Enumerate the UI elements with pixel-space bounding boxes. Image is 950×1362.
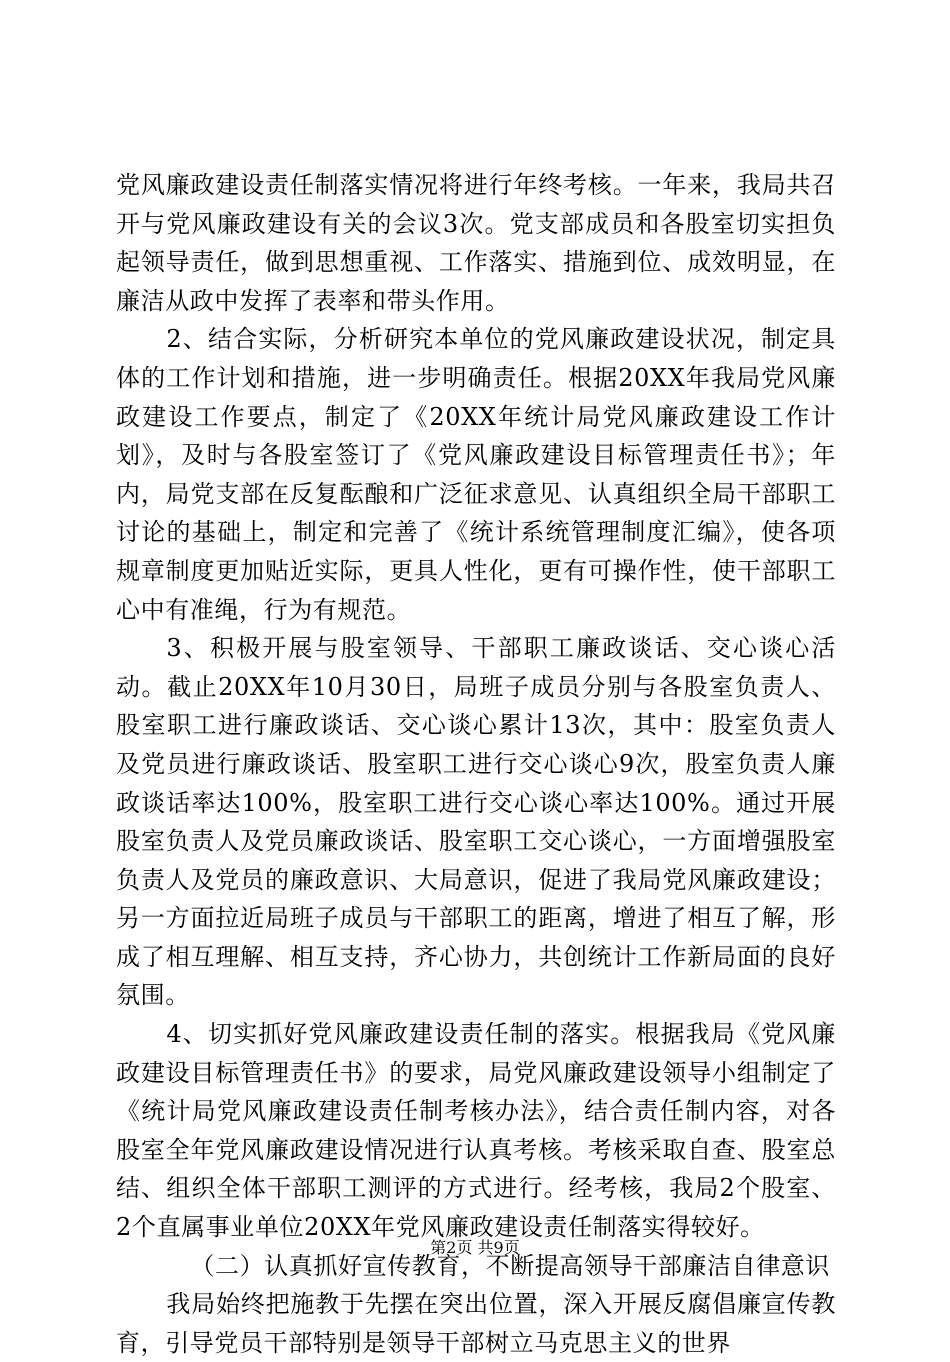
paragraph-item-3: 3、积极开展与股室领导、干部职工廉政谈话、交心谈心活动。截止20XX年10月30日，局班子成员分别与各股室负责人、股室职工进行廉政谈话、交心谈心累计13次，其中：股室负责人及党员进行廉政谈话、股室职工进行交心谈心9次，股室负责人廉政谈话率达100%，股室职工进行交心谈心率达100%。通过开展股室负责人及党员廉政谈话、股室职工交心谈心，一方面增强股室负责人及党员的廉政意识、大局意识，促进了我局党风廉政建设；另一方面拉近局班子成员与干部职工的距离，增进了相互了解，形成了相互理解、相互支持，齐心协力，共创统计工作新局面的良好氛围。 [116, 634, 836, 1010]
document-body [116, 166, 836, 1362]
paragraph-item-2: 2、结合实际，分析研究本单位的党风廉政建设状况，制定具体的工作计划和措施，进一步明确责任。根据20XX年我局党风廉政建设工作要点，制定了《20XX年统计局党风廉政建设工作计划》，及时与各股室签订了《党风廉政建设目标管理责任书》；年内，局党支部在反复酝酿和广泛征求意见、认真组织全局干部职工讨论的基础上，制定和完善了《统计系统管理制度汇编》，使各项规章制度更加贴近实际，更具人性化，更有可操作性，使干部职工心中有准绳，行为有规范。 [116, 325, 836, 624]
paragraph-section-intro: 我局始终把施教于先摆在突出位置，深入开展反腐倡廉宣传教育，引导党员干部特别是领导干部树立马克思主义的世界 [116, 1290, 836, 1357]
paragraph-continuation: 党风廉政建设责任制落实情况将进行年终考核。一年来，我局共召开与党风廉政建设有关的会议3次。党支部成员和各股室切实担负起领导责任，做到思想重视、工作落实、措施到位、成效明显，在廉洁从政中发挥了表率和带头作用。 [116, 171, 836, 315]
page-number-footer: 第2页 共9页 [430, 1238, 520, 1257]
paragraph-item-4: 4、切实抓好党风廉政建设责任制的落实。根据我局《党风廉政建设目标管理责任书》的要求，局党风廉政建设领导小组制定了《统计局党风廉政建设责任制考核办法》，结合责任制内容，对各股室全年党风廉政建设情况进行认真考核。考核采取自查、股室总结、组织全体干部职工测评的方式进行。经考核，我局2个股室、2个直属事业单位20XX年党风廉政建设责任制落实得较好。 [116, 1020, 836, 1242]
section-heading: （二）认真抓好宣传教育，不断提高领导干部廉洁自律意识 [190, 1251, 830, 1280]
